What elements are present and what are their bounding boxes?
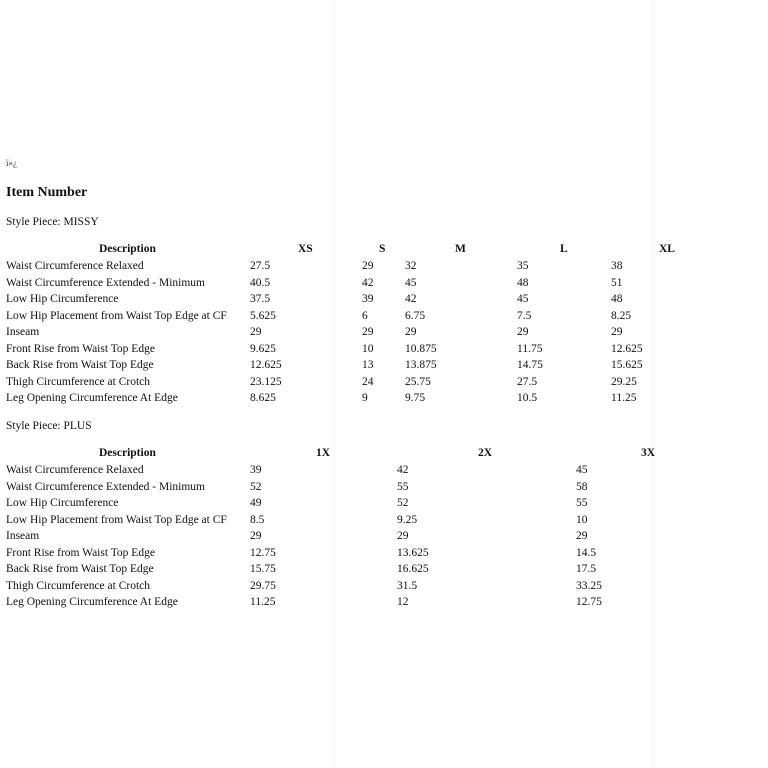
header-size-3x: 3X	[641, 447, 656, 459]
cell-s: 42	[362, 276, 374, 289]
row-description: Back Rise from Waist Top Edge	[6, 563, 154, 575]
row-description: Waist Circumference Extended - Minimum	[6, 480, 205, 493]
cell-2x: 29	[397, 530, 409, 542]
style-piece-missy: Style Piece: MISSY	[6, 216, 99, 228]
table-row	[6, 343, 766, 360]
cell-3x: 58	[576, 480, 588, 493]
cell-xl: 48	[611, 293, 623, 305]
row-description: Inseam	[6, 530, 40, 542]
cell-m: 42	[405, 293, 417, 305]
row-description: Back Rise from Waist Top Edge	[6, 359, 154, 371]
cell-l: 14.75	[517, 359, 543, 371]
cell-s: 10	[362, 342, 374, 355]
table-row	[6, 547, 766, 564]
cell-xl: 12.625	[611, 342, 643, 355]
cell-s: 29	[362, 326, 374, 338]
cell-l: 48	[517, 276, 529, 289]
cell-3x: 55	[576, 497, 588, 509]
cell-1x: 8.5	[250, 513, 265, 526]
cell-xl: 51	[611, 276, 623, 289]
cell-3x: 10	[576, 513, 588, 526]
cell-3x: 17.5	[576, 563, 597, 575]
cell-s: 39	[362, 293, 374, 305]
cell-2x: 9.25	[397, 513, 418, 526]
cell-l: 35	[517, 260, 529, 272]
table-row	[6, 293, 766, 310]
cell-s: 9	[362, 392, 368, 404]
cell-1x: 12.75	[250, 546, 276, 559]
encoding-mark: ï»¿	[6, 158, 17, 168]
cell-xl: 15.625	[611, 359, 643, 371]
table-row	[6, 392, 766, 409]
cell-1x: 52	[250, 480, 262, 493]
cell-1x: 49	[250, 497, 262, 509]
table-row	[6, 277, 766, 294]
header-size-s: S	[379, 243, 386, 255]
cell-m: 6.75	[405, 309, 426, 322]
header-size-l: L	[560, 243, 568, 255]
cell-xs: 27.5	[250, 260, 271, 272]
row-description: Thigh Circumference at Crotch	[6, 375, 151, 388]
cell-2x: 52	[397, 497, 409, 509]
cell-3x: 14.5	[576, 546, 597, 559]
table-row	[6, 376, 766, 393]
cell-2x: 31.5	[397, 579, 418, 592]
cell-1x: 39	[250, 464, 262, 476]
table-row	[6, 326, 766, 343]
row-description: Waist Circumference Relaxed	[6, 464, 144, 476]
table-row	[6, 530, 766, 547]
cell-s: 6	[362, 309, 368, 322]
cell-3x: 45	[576, 464, 588, 476]
cell-m: 32	[405, 260, 417, 272]
cell-xs: 23.125	[250, 375, 282, 388]
cell-3x: 12.75	[576, 596, 602, 608]
table-row	[6, 260, 766, 277]
table-row	[6, 464, 766, 481]
cell-s: 29	[362, 260, 374, 272]
row-description: Low Hip Circumference	[6, 497, 119, 509]
cell-m: 25.75	[405, 375, 431, 388]
row-description: Inseam	[6, 326, 40, 338]
row-description: Front Rise from Waist Top Edge	[6, 342, 155, 355]
cell-xs: 12.625	[250, 359, 282, 371]
cell-2x: 55	[397, 480, 409, 493]
cell-l: 45	[517, 293, 529, 305]
header-size-1x: 1X	[316, 447, 331, 459]
cell-xs: 40.5	[250, 276, 271, 289]
cell-s: 24	[362, 375, 374, 388]
cell-xs: 9.625	[250, 342, 276, 355]
cell-xl: 11.25	[611, 392, 637, 404]
cell-xs: 37.5	[250, 293, 271, 305]
table-row	[6, 310, 766, 327]
cell-l: 29	[517, 326, 529, 338]
cell-3x: 33.25	[576, 579, 602, 592]
table-row	[6, 359, 766, 376]
cell-xl: 29	[611, 326, 623, 338]
cell-xl: 8.25	[611, 309, 632, 322]
row-description: Waist Circumference Relaxed	[6, 260, 144, 272]
header-description: Description	[99, 447, 156, 459]
cell-l: 27.5	[517, 375, 538, 388]
cell-3x: 29	[576, 530, 588, 542]
missy-size-table	[6, 243, 766, 409]
cell-1x: 11.25	[250, 596, 276, 608]
table-header-row	[6, 447, 766, 464]
table-header-row	[6, 243, 766, 260]
header-description: Description	[99, 243, 156, 255]
header-size-xl: XL	[659, 243, 675, 255]
cell-m: 9.75	[405, 392, 426, 404]
cell-s: 13	[362, 359, 374, 371]
cell-xl: 29.25	[611, 375, 637, 388]
cell-2x: 16.625	[397, 563, 429, 575]
header-size-m: M	[455, 243, 466, 255]
cell-l: 10.5	[517, 392, 538, 404]
row-description: Low Hip Circumference	[6, 293, 119, 305]
table-row	[6, 497, 766, 514]
row-description: Low Hip Placement from Waist Top Edge at CF	[6, 309, 227, 322]
cell-1x: 15.75	[250, 563, 276, 575]
item-number-heading: Item Number	[6, 185, 88, 200]
table-row	[6, 481, 766, 498]
row-description: Thigh Circumference at Crotch	[6, 579, 151, 592]
header-size-2x: 2X	[478, 447, 493, 459]
cell-m: 13.875	[405, 359, 437, 371]
cell-l: 11.75	[517, 342, 543, 355]
cell-2x: 12	[397, 596, 409, 608]
table-row	[6, 514, 766, 531]
cell-2x: 13.625	[397, 546, 429, 559]
cell-1x: 29.75	[250, 579, 276, 592]
table-row	[6, 563, 766, 580]
table-row	[6, 580, 766, 597]
table-row	[6, 596, 766, 613]
plus-size-table	[6, 447, 766, 613]
row-description: Waist Circumference Extended - Minimum	[6, 276, 205, 289]
cell-l: 7.5	[517, 309, 532, 322]
cell-xl: 38	[611, 260, 623, 272]
header-size-xs: XS	[298, 243, 313, 255]
row-description: Front Rise from Waist Top Edge	[6, 546, 155, 559]
cell-1x: 29	[250, 530, 262, 542]
row-description: Leg Opening Circumference At Edge	[6, 392, 178, 404]
cell-m: 29	[405, 326, 417, 338]
cell-xs: 29	[250, 326, 262, 338]
cell-xs: 5.625	[250, 309, 276, 322]
cell-2x: 42	[397, 464, 409, 476]
row-description: Leg Opening Circumference At Edge	[6, 596, 178, 608]
cell-m: 10.875	[405, 342, 437, 355]
cell-m: 45	[405, 276, 417, 289]
cell-xs: 8.625	[250, 392, 276, 404]
row-description: Low Hip Placement from Waist Top Edge at CF	[6, 513, 227, 526]
style-piece-plus: Style Piece: PLUS	[6, 420, 92, 432]
